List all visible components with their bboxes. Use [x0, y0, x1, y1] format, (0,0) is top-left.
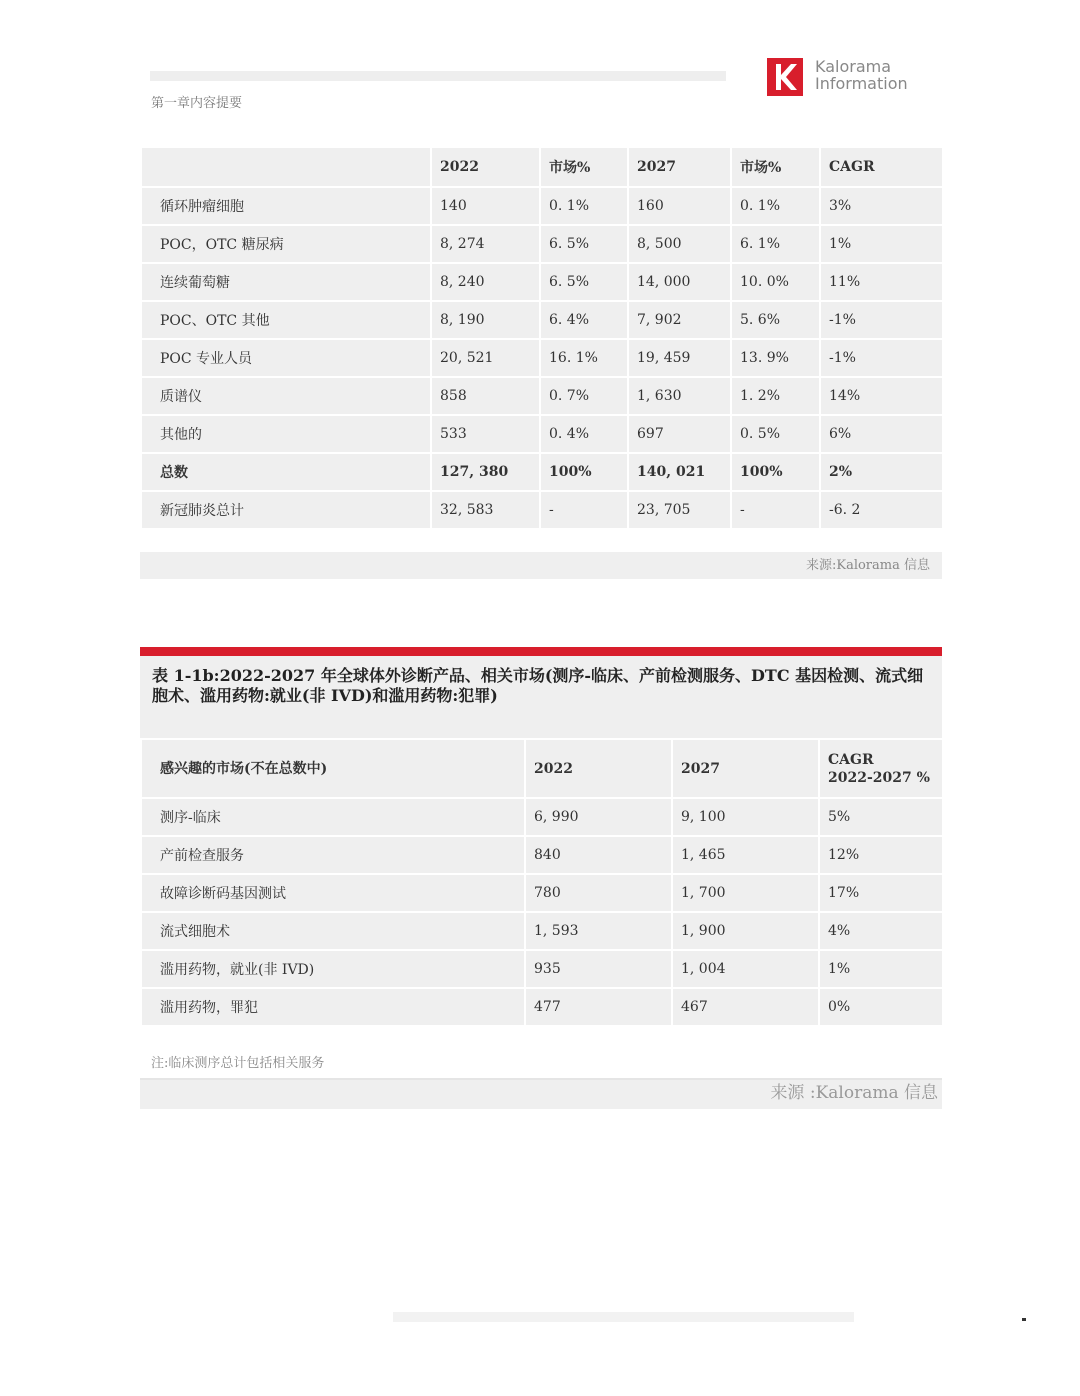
- table-cell: 19, 459: [628, 339, 731, 377]
- table-cell: 测序-临床: [141, 798, 525, 836]
- table-cell: 8, 274: [431, 225, 540, 263]
- table1-header-cell: 2027: [628, 147, 731, 187]
- table-cell: -: [540, 491, 628, 529]
- table-cell: 16. 1%: [540, 339, 628, 377]
- table-cell: 0. 4%: [540, 415, 628, 453]
- table-cell: 533: [431, 415, 540, 453]
- table-cell: 5%: [819, 798, 943, 836]
- table-cell: 8, 500: [628, 225, 731, 263]
- table-cell: 840: [525, 836, 672, 874]
- table-cell: 0. 7%: [540, 377, 628, 415]
- table-cell: 7, 902: [628, 301, 731, 339]
- table-row: [141, 950, 943, 988]
- table-cell: 100%: [731, 453, 820, 491]
- table-cell: 流式细胞术: [141, 912, 525, 950]
- cagr-label: CAGR: [828, 751, 874, 768]
- table1-covid-row: [141, 491, 943, 529]
- table-cell: 新冠肺炎总计: [141, 491, 431, 529]
- table-cell: 0%: [819, 988, 943, 1026]
- table-cell: -6. 2: [820, 491, 943, 529]
- table1-header-cell: 市场%: [540, 147, 628, 187]
- table-row: [141, 263, 943, 301]
- table-cell: 质谱仪: [141, 377, 431, 415]
- table2-title: 表 1-1b:2022-2027 年全球体外诊断产品、相关市场(测序-临床、产前检测服务、DTC 基因检测、流式细胞术、滥用药物:就业(非 IVD)和滥用药物:犯罪): [140, 656, 942, 738]
- table-cell: 9, 100: [672, 798, 819, 836]
- table1-header-cell: [141, 147, 431, 187]
- table-cell: 13. 9%: [731, 339, 820, 377]
- table1-source: 来源:Kalorama 信息: [140, 552, 942, 579]
- table-row: [141, 874, 943, 912]
- table1-total-row: [141, 453, 943, 491]
- table2-header-row: [141, 739, 943, 798]
- table-row: [141, 988, 943, 1026]
- table-cell: 32, 583: [431, 491, 540, 529]
- table-cell: 6. 4%: [540, 301, 628, 339]
- table-cell: 467: [672, 988, 819, 1026]
- table-row: [141, 187, 943, 225]
- table-row: [141, 377, 943, 415]
- kalorama-logo-icon: [767, 58, 803, 96]
- table-cell: 20, 521: [431, 339, 540, 377]
- table-row: [141, 912, 943, 950]
- table-cell: 697: [628, 415, 731, 453]
- table-cell: 100%: [540, 453, 628, 491]
- table-cell: 858: [431, 377, 540, 415]
- table-cell: 8, 190: [431, 301, 540, 339]
- table1-header-cell: CAGR: [820, 147, 943, 187]
- table-cell: -1%: [820, 301, 943, 339]
- table-cell: 滥用药物，就业(非 IVD): [141, 950, 525, 988]
- table-cell: 1, 630: [628, 377, 731, 415]
- table-cell: POC、OTC 其他: [141, 301, 431, 339]
- table-row: [141, 225, 943, 263]
- table2-header-cell: 2027: [672, 739, 819, 798]
- logo-text: [815, 58, 908, 92]
- table-row: [141, 836, 943, 874]
- cagr-range-label: 2022-2027 %: [828, 769, 930, 786]
- chapter-label: 第一章内容提要: [151, 96, 243, 111]
- table-cell: 0. 1%: [540, 187, 628, 225]
- table-cell: 10. 0%: [731, 263, 820, 301]
- table-cell: 5. 6%: [731, 301, 820, 339]
- table-cell: 其他的: [141, 415, 431, 453]
- table-cell: 1. 2%: [731, 377, 820, 415]
- table-cell: 产前检查服务: [141, 836, 525, 874]
- table-cell: 23, 705: [628, 491, 731, 529]
- table-cell: 0. 5%: [731, 415, 820, 453]
- table2-header-cagr: [819, 739, 943, 798]
- table2-source: 来源 :Kalorama 信息: [140, 1080, 942, 1109]
- table-row: [141, 339, 943, 377]
- logo-line2: Information: [815, 74, 908, 93]
- table-cell: 12%: [819, 836, 943, 874]
- table2-header-cell: 2022: [525, 739, 672, 798]
- table-cell: -: [731, 491, 820, 529]
- table-cell: 160: [628, 187, 731, 225]
- table-cell: 935: [525, 950, 672, 988]
- kalorama-logo: [767, 58, 917, 98]
- table-cell: 故障诊断码基因测试: [141, 874, 525, 912]
- table-cell: 6. 5%: [540, 225, 628, 263]
- table-cell: 8, 240: [431, 263, 540, 301]
- footer-mark: [1022, 1318, 1026, 1321]
- table-cell: 140, 021: [628, 453, 731, 491]
- table-row: [141, 415, 943, 453]
- table-cell: 滥用药物，罪犯: [141, 988, 525, 1026]
- table-cell: 1, 004: [672, 950, 819, 988]
- table-cell: 6, 990: [525, 798, 672, 836]
- table-cell: 4%: [819, 912, 943, 950]
- table-cell: 780: [525, 874, 672, 912]
- market-table-1: [140, 146, 944, 530]
- table-cell: POC 专业人员: [141, 339, 431, 377]
- table2-header-cell: 感兴趣的市场(不在总数中): [141, 739, 525, 798]
- table-cell: 14, 000: [628, 263, 731, 301]
- table-cell: 6%: [820, 415, 943, 453]
- header-bar: [150, 71, 726, 81]
- table-cell: 1, 593: [525, 912, 672, 950]
- footer-bar: [393, 1312, 854, 1322]
- table-cell: 总数: [141, 453, 431, 491]
- table-cell: 11%: [820, 263, 943, 301]
- table-cell: 循环肿瘤细胞: [141, 187, 431, 225]
- table-row: [141, 798, 943, 836]
- table-cell: 1, 465: [672, 836, 819, 874]
- table-cell: 6. 5%: [540, 263, 628, 301]
- table-cell: 14%: [820, 377, 943, 415]
- table-cell: 3%: [820, 187, 943, 225]
- logo-line1: Kalorama: [815, 57, 892, 76]
- table-cell: -1%: [820, 339, 943, 377]
- table-cell: 127, 380: [431, 453, 540, 491]
- table-cell: 140: [431, 187, 540, 225]
- table-cell: 17%: [819, 874, 943, 912]
- table1-header-cell: 市场%: [731, 147, 820, 187]
- table-cell: 0. 1%: [731, 187, 820, 225]
- table1-header-cell: 2022: [431, 147, 540, 187]
- table-cell: 1%: [820, 225, 943, 263]
- table-cell: 连续葡萄糖: [141, 263, 431, 301]
- market-table-2: [140, 738, 944, 1027]
- table-cell: 1, 900: [672, 912, 819, 950]
- table-cell: 1%: [819, 950, 943, 988]
- table-cell: 1, 700: [672, 874, 819, 912]
- table2-note: 注:临床测序总计包括相关服务: [151, 1056, 325, 1071]
- table-cell: 477: [525, 988, 672, 1026]
- table-cell: 2%: [820, 453, 943, 491]
- table-cell: POC，OTC 糖尿病: [141, 225, 431, 263]
- table2-accent-bar: [140, 647, 942, 656]
- table1-header-row: [141, 147, 943, 187]
- table-cell: 6. 1%: [731, 225, 820, 263]
- table-row: [141, 301, 943, 339]
